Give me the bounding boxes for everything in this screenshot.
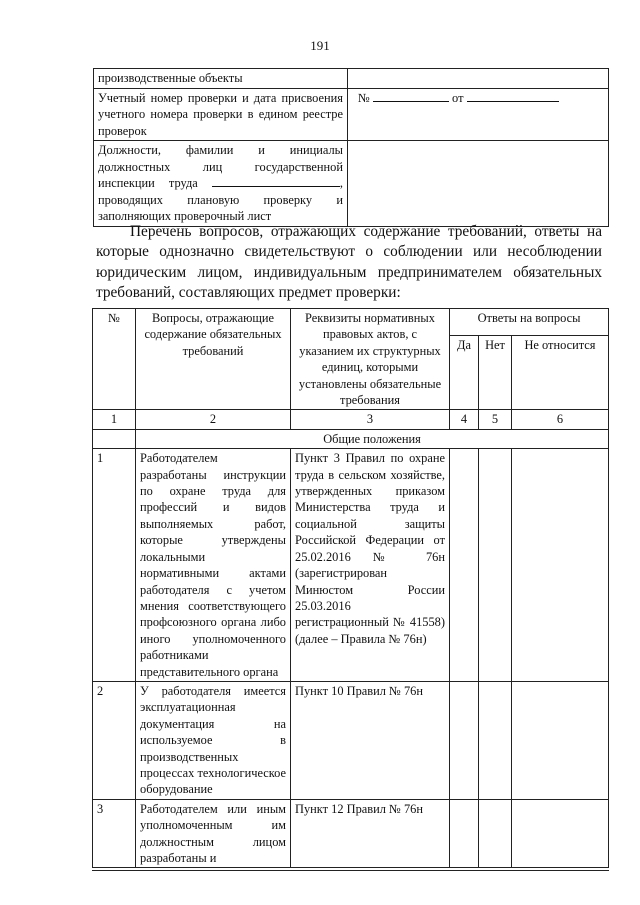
question-number: 2 (93, 681, 136, 799)
question-requisites: Пункт 12 Правил № 76н (291, 799, 450, 868)
inspectors-label-part1: Должности, фамилии и инициалы должностных лиц государственной инспекции труда (98, 143, 343, 190)
question-row (93, 681, 609, 799)
answer-no-cell[interactable] (479, 799, 512, 868)
info-label-registry-number: Учетный номер проверки и дата присвоения учетного номера проверки в едином реестре проверок (94, 88, 348, 141)
number-blank (373, 90, 449, 102)
column-number-row (93, 410, 609, 429)
date-from-label: от (452, 90, 464, 105)
header-num: № (93, 309, 136, 410)
info-row-registry-number (94, 88, 609, 141)
answer-yes-cell[interactable] (450, 681, 479, 799)
inspectors-label-part2: , проводящих плановую проверку и заполняющих проверочный лист (98, 176, 343, 223)
question-requisites: Пункт 10 Правил № 76н (291, 681, 450, 799)
section-title: Общие положения (136, 429, 609, 448)
column-number: 4 (450, 410, 479, 429)
question-number: 1 (93, 449, 136, 682)
answer-not-applicable-cell[interactable] (512, 681, 609, 799)
header-requisites: Реквизиты нормативных правовых актов, с указанием их структурных единиц, которыми установлены обязательные требования (291, 309, 450, 410)
questions-table (92, 308, 609, 868)
answer-yes-cell[interactable] (450, 449, 479, 682)
intro-paragraph: Перечень вопросов, отражающих содержание требований, ответы на которые однозначно свидетельствуют о соблюдении или несоблюдении юридическим лицом, индивидуальным предпринимателем обязательных требований, составляющих предмет проверки: (96, 223, 602, 302)
column-number: 1 (93, 410, 136, 429)
page-number: 191 (310, 38, 330, 53)
header-no: Нет (479, 336, 512, 410)
column-number: 5 (479, 410, 512, 429)
info-row-objects (94, 69, 609, 89)
question-text: У работодателя имеется эксплуатационная документация на используемое в производственных процессах технологическое оборудование (136, 681, 291, 799)
section-row (93, 429, 609, 448)
info-value-inspectors (348, 141, 609, 227)
answer-no-cell[interactable] (479, 449, 512, 682)
info-value-registry-number (348, 88, 609, 141)
question-requisites: Пункт 3 Правил по охране труда в сельском хозяйстве, утвержденных приказом Министерства труда и социальной защиты Российской Федерации от 25.02.2016 № 76н (зарегистрирован Минюстом России 25.03.2016 регистрационный № 41558) (далее – Правила № 76н) (291, 449, 450, 682)
info-label-inspectors (94, 141, 348, 227)
header-not-applicable: Не относится (512, 336, 609, 410)
header-yes: Да (450, 336, 479, 410)
inspection-name-blank (212, 175, 340, 187)
header-answers: Ответы на вопросы (450, 309, 609, 336)
number-label: № (358, 90, 370, 105)
info-label-objects: производственные объекты (94, 69, 348, 89)
section-empty-cell (93, 429, 136, 448)
page-bottom-rule (92, 870, 609, 871)
question-row (93, 799, 609, 868)
question-text: Работодателем разработаны инструкции по охране труда для профессий и видов выполняемых работ, которые утверждены локальными нормативными актами работодателя с учетом мнения соответствующего профсоюзного органа либо иного уполномоченного работниками представительного органа (136, 449, 291, 682)
info-value-objects (348, 69, 609, 89)
column-number: 3 (291, 410, 450, 429)
answer-yes-cell[interactable] (450, 799, 479, 868)
question-row (93, 449, 609, 682)
question-number: 3 (93, 799, 136, 868)
answer-not-applicable-cell[interactable] (512, 799, 609, 868)
answer-no-cell[interactable] (479, 681, 512, 799)
info-row-inspectors (94, 141, 609, 227)
answer-not-applicable-cell[interactable] (512, 449, 609, 682)
header-row-1 (93, 309, 609, 336)
column-number: 2 (136, 410, 291, 429)
column-number: 6 (512, 410, 609, 429)
inspection-info-table (93, 68, 609, 227)
question-text: Работодателем или иным уполномоченным им должностным лицом разработаны и (136, 799, 291, 868)
date-blank (467, 90, 559, 102)
header-question: Вопросы, отражающие содержание обязательных требований (136, 309, 291, 410)
